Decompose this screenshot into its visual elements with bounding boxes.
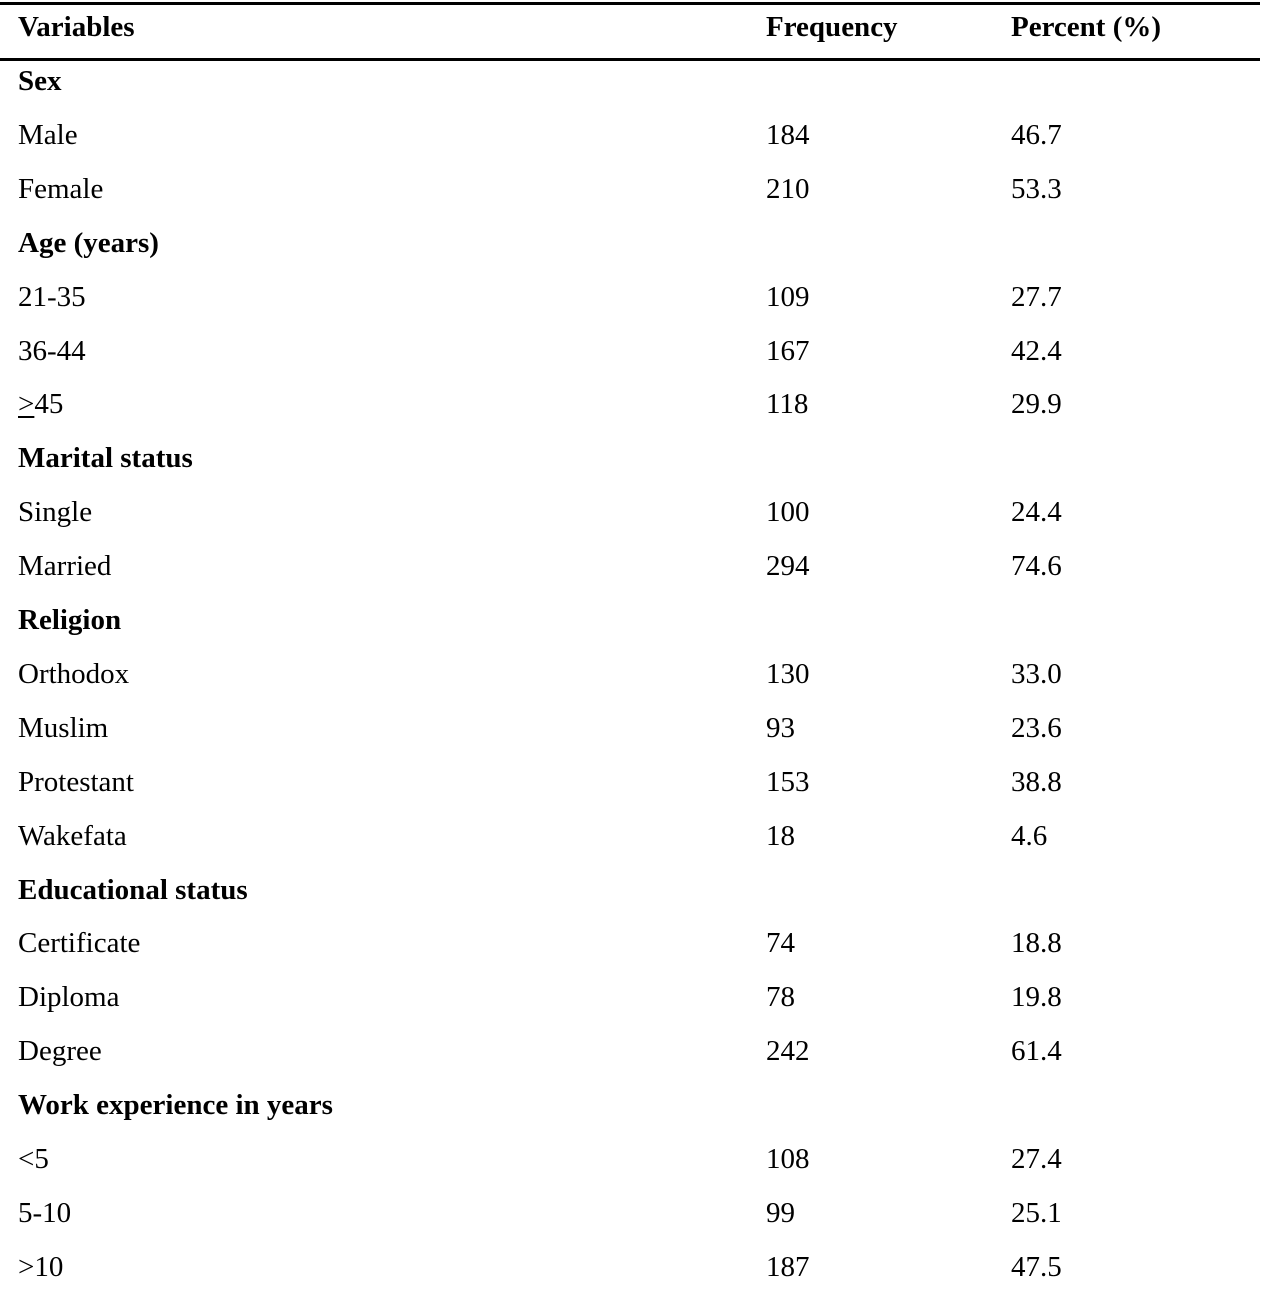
table-row xyxy=(0,270,1264,324)
table-row xyxy=(0,970,1264,1024)
table-group-row xyxy=(0,593,1264,647)
percent-cell: 46.7 xyxy=(1011,118,1062,151)
row-label-cell: Single xyxy=(18,496,93,529)
row-label-cell: Muslim xyxy=(18,711,109,744)
table-row xyxy=(0,377,1264,431)
frequency-cell: 18 xyxy=(766,819,795,852)
row-label-cell: Certificate xyxy=(18,927,141,960)
row-label-cell: Protestant xyxy=(18,765,134,798)
frequency-cell: 74 xyxy=(766,927,795,960)
group-label: Marital status xyxy=(18,442,193,475)
table-row xyxy=(0,701,1264,755)
table-row xyxy=(0,485,1264,539)
group-label: Age (years) xyxy=(18,226,159,259)
percent-cell: 42.4 xyxy=(1011,334,1062,367)
table-row xyxy=(0,809,1264,863)
percent-cell: 19.8 xyxy=(1011,981,1062,1014)
table-row xyxy=(0,916,1264,970)
frequency-cell: 93 xyxy=(766,711,795,744)
frequency-cell: 210 xyxy=(766,172,810,205)
row-label-cell: Degree xyxy=(18,1035,102,1068)
percent-cell: 4.6 xyxy=(1011,819,1048,852)
table-group-row xyxy=(0,863,1264,917)
percent-cell: 47.5 xyxy=(1011,1250,1062,1283)
group-label: Religion xyxy=(18,604,122,636)
table-row xyxy=(0,1240,1264,1294)
row-label-cell: Married xyxy=(18,550,112,583)
header-variables: Variables xyxy=(18,11,135,43)
row-label-cell: 5-10 xyxy=(18,1196,72,1229)
table-row xyxy=(0,108,1264,162)
row-label-cell: 21-35 xyxy=(18,280,86,313)
percent-cell: 23.6 xyxy=(1011,711,1062,744)
group-label: Educational status xyxy=(18,873,248,906)
row-label-cell: Female xyxy=(18,172,104,205)
frequency-cell: 100 xyxy=(766,496,810,529)
frequency-cell: 78 xyxy=(766,981,795,1014)
frequency-cell: 184 xyxy=(766,118,810,151)
row-label-cell: 36-44 xyxy=(18,334,86,367)
frequency-cell: 294 xyxy=(766,550,810,583)
row-label-cell: <5 xyxy=(18,1143,49,1175)
percent-cell: 29.9 xyxy=(1011,388,1062,421)
group-label: Work experience in years xyxy=(18,1089,333,1122)
table-row xyxy=(0,539,1264,593)
group-label: Sex xyxy=(18,65,62,97)
percent-cell: 24.4 xyxy=(1011,496,1062,529)
table-group-row xyxy=(0,54,1264,108)
row-label-cell: Diploma xyxy=(18,981,120,1014)
percent-cell: 53.3 xyxy=(1011,172,1062,205)
percent-cell: 27.7 xyxy=(1011,280,1062,313)
percent-cell: 33.0 xyxy=(1011,657,1062,690)
frequency-cell: 99 xyxy=(766,1196,795,1229)
table-row xyxy=(0,324,1264,378)
percent-cell: 18.8 xyxy=(1011,927,1062,960)
frequency-cell: 153 xyxy=(766,765,810,798)
table-row xyxy=(0,162,1264,216)
row-label-cell: Orthodox xyxy=(18,657,130,690)
row-label-cell xyxy=(18,377,63,431)
table-row xyxy=(0,755,1264,809)
frequency-cell: 167 xyxy=(766,334,810,367)
frequency-cell: 187 xyxy=(766,1250,810,1283)
table-row xyxy=(0,1024,1264,1078)
table-group-row xyxy=(0,216,1264,270)
percent-cell: 61.4 xyxy=(1011,1035,1062,1068)
frequency-cell: 108 xyxy=(766,1143,810,1175)
table-row xyxy=(0,647,1264,701)
table-header-row xyxy=(0,0,1264,54)
table-group-row xyxy=(0,431,1264,485)
table-row xyxy=(0,1132,1264,1186)
percent-cell: 74.6 xyxy=(1011,550,1062,583)
header-frequency: Frequency xyxy=(766,11,898,43)
row-label-cell: Wakefata xyxy=(18,819,127,852)
row-label: 45 xyxy=(34,388,64,421)
frequency-cell: 118 xyxy=(766,388,809,421)
percent-cell: 25.1 xyxy=(1011,1196,1062,1229)
percent-cell: 27.4 xyxy=(1011,1143,1062,1175)
row-label-prefix: > xyxy=(18,388,35,421)
row-label-cell: Male xyxy=(18,118,78,151)
row-label-cell: >10 xyxy=(18,1250,64,1283)
percent-cell: 38.8 xyxy=(1011,765,1062,798)
frequency-cell: 242 xyxy=(766,1035,810,1068)
table-group-row xyxy=(0,1078,1264,1132)
header-percent: Percent (%) xyxy=(1011,11,1162,43)
frequency-cell: 109 xyxy=(766,280,810,313)
frequency-cell: 130 xyxy=(766,657,810,690)
table-row xyxy=(0,1186,1264,1240)
